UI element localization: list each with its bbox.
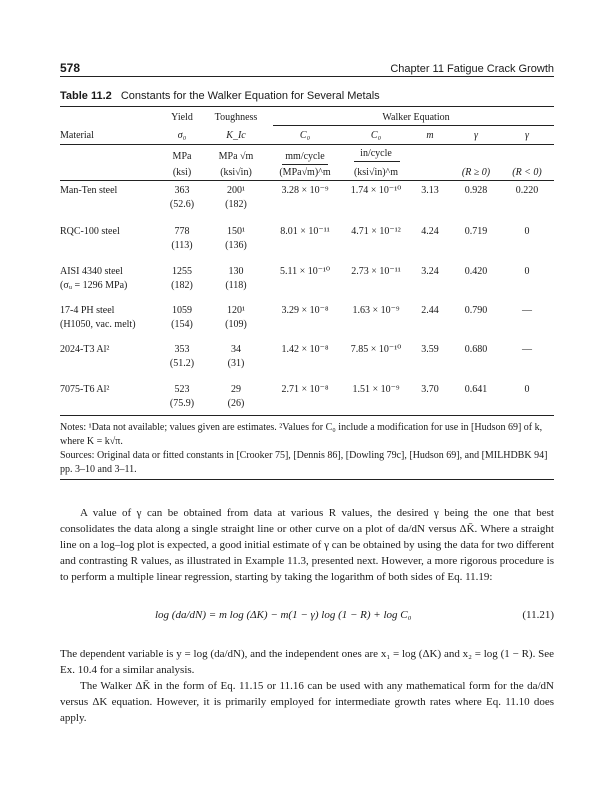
unit-mpa: MPa <box>172 151 192 162</box>
row-yield-ksi: (113) <box>171 240 193 251</box>
row-gamma-neg: 0 <box>524 266 530 277</box>
row-c0-us: 1.74 × 10⁻¹⁰ <box>350 185 402 196</box>
sources-text: Sources: Original data or fitted constants in [Crooker 75], [Dennis 86], [Dowling 79c], [Hudson 69], and [MILHDBK 94] pp. 3–10 and 3–11. <box>60 450 548 475</box>
table-bottom-rule <box>60 415 554 416</box>
header-bottom-rule <box>60 180 554 181</box>
table-top-rule <box>60 106 554 107</box>
row-yield-ksi: (52.6) <box>169 199 195 210</box>
row-kic: 130 <box>228 266 244 277</box>
unit-ksi-sqrt-in-pow: (ksi√in)^m <box>353 167 399 178</box>
row-c0-us: 1.51 × 10⁻⁹ <box>352 384 400 395</box>
row-yield: 778 <box>174 226 190 237</box>
row-material-note: (H1050, vac. melt) <box>60 319 136 330</box>
running-head <box>60 61 554 75</box>
row-kic-ksi: (118) <box>225 280 247 291</box>
row-material: 17-4 PH steel <box>60 305 115 316</box>
row-c0-us: 4.71 × 10⁻¹² <box>351 226 401 237</box>
header-material: Material <box>60 130 94 141</box>
table-number: Table 11.2 <box>60 90 112 102</box>
table-caption <box>60 90 380 102</box>
header-c0-us: C₀ <box>370 130 382 141</box>
unit-mm-cycle: mm/cycle <box>285 151 325 162</box>
fraction-bar-si <box>282 164 328 165</box>
table-title: Constants for the Walker Equation for Several Metals <box>120 90 380 102</box>
equation-number: (11.21) <box>522 609 554 621</box>
paragraph-1 <box>60 505 554 585</box>
table-notes <box>60 421 554 477</box>
row-gamma-neg: 0 <box>524 226 530 237</box>
row-c0-si: 3.29 × 10⁻⁸ <box>281 305 329 316</box>
row-material-note: (σᵤ = 1296 MPa) <box>60 280 128 291</box>
row-kic: 150¹ <box>227 226 245 237</box>
row-material: AISI 4340 steel <box>60 266 123 277</box>
row-kic: 200¹ <box>227 185 245 196</box>
unit-mpa-sqrt-m-pow: (MPa√m)^m <box>279 167 331 178</box>
row-yield-ksi: (182) <box>171 280 193 291</box>
row-yield-ksi: (75.9) <box>169 398 195 409</box>
page-number: 578 <box>60 61 81 75</box>
paragraph-2 <box>60 646 554 726</box>
header-rule <box>60 76 554 77</box>
row-c0-si: 3.28 × 10⁻⁹ <box>281 185 329 196</box>
notes-bottom-rule <box>60 479 554 480</box>
row-material: RQC-100 steel <box>60 226 120 237</box>
row-gamma-neg: — <box>522 305 532 316</box>
chapter-title: Chapter 11 Fatigue Crack Growth <box>390 63 554 75</box>
paragraph-3-text: The Walker ΔK̄ in the form of Eq. 11.15 or 11.16 can be used with any mathematical form for the da/dN versus ΔK equation. However, it is primarily employed for intermediate growth rates where Eq. 11.10 does apply. <box>60 680 554 724</box>
row-kic-ksi: (182) <box>225 199 247 210</box>
row-m: 4.24 <box>421 226 439 237</box>
row-gamma-neg: 0.220 <box>515 185 539 196</box>
row-yield: 363 <box>174 185 190 196</box>
row-yield: 1059 <box>172 305 192 316</box>
row-gamma-pos: 0.790 <box>464 305 488 316</box>
row-c0-si: 2.71 × 10⁻⁸ <box>281 384 329 395</box>
unit-mpa-sqrt-m: MPa √m <box>218 151 254 162</box>
row-c0-us: 2.73 × 10⁻¹¹ <box>351 266 401 277</box>
row-kic: 120¹ <box>227 305 245 316</box>
header-gamma-pos: γ <box>474 130 478 141</box>
row-c0-si: 5.11 × 10⁻¹⁰ <box>279 266 331 277</box>
row-kic-ksi: (26) <box>227 398 245 409</box>
row-c0-us: 1.63 × 10⁻⁹ <box>352 305 400 316</box>
unit-r-neg: (R < 0) <box>512 167 542 178</box>
header-mid-rule <box>60 144 554 145</box>
row-c0-si: 8.01 × 10⁻¹¹ <box>280 226 330 237</box>
row-material: 2024-T3 Al² <box>60 344 110 355</box>
unit-ksi: (ksi) <box>172 167 192 178</box>
row-yield: 353 <box>174 344 190 355</box>
row-gamma-neg: — <box>522 344 532 355</box>
walker-group-rule <box>273 125 554 126</box>
row-m: 3.70 <box>421 384 439 395</box>
row-kic-ksi: (109) <box>225 319 247 330</box>
row-gamma-pos: 0.641 <box>464 384 488 395</box>
header-kic: K_Ic <box>226 130 246 141</box>
row-c0-si: 1.42 × 10⁻⁸ <box>281 344 329 355</box>
row-kic: 29 <box>231 384 241 395</box>
row-gamma-pos: 0.928 <box>464 185 488 196</box>
equation-body: log (da/dN) = m log (ΔK) − m(1 − γ) log (1 − R) + log C₀ <box>155 609 412 621</box>
header-sigma0: σ₀ <box>177 130 187 141</box>
fraction-bar-us <box>354 161 400 162</box>
header-gamma-neg: γ <box>525 130 529 141</box>
unit-ksi-sqrt-in: (ksi√in) <box>220 167 252 178</box>
row-yield-ksi: (51.2) <box>169 358 195 369</box>
row-yield-ksi: (154) <box>171 319 193 330</box>
unit-r-pos: (R ≥ 0) <box>461 167 491 178</box>
row-gamma-pos: 0.719 <box>464 226 488 237</box>
row-kic-ksi: (31) <box>227 358 245 369</box>
notes-text: Notes: ¹Data not available; values given are estimates. ²Values for C₀ include a modification for use in [Hudson 69] of k, where K = k√π. <box>60 422 543 447</box>
row-c0-us: 7.85 × 10⁻¹⁰ <box>350 344 402 355</box>
row-gamma-neg: 0 <box>524 384 530 395</box>
paragraph-2-text: The dependent variable is y = log (da/dN), and the independent ones are x₁ = log (ΔK) and x₂ = log (1 − R). See Ex. 10.4 for a similar analysis. <box>60 648 554 676</box>
row-yield: 523 <box>174 384 190 395</box>
row-gamma-pos: 0.680 <box>464 344 488 355</box>
row-yield: 1255 <box>172 266 192 277</box>
header-walker-equation: Walker Equation <box>382 112 450 123</box>
row-m: 3.13 <box>421 185 439 196</box>
row-kic: 34 <box>231 344 241 355</box>
row-gamma-pos: 0.420 <box>464 266 488 277</box>
row-material: 7075-T6 Al² <box>60 384 110 395</box>
header-c0-si: C₀ <box>299 130 311 141</box>
row-kic-ksi: (136) <box>225 240 247 251</box>
header-yield: Yield <box>171 112 193 123</box>
header-m: m <box>426 130 434 141</box>
row-m: 3.59 <box>421 344 439 355</box>
row-m: 3.24 <box>421 266 439 277</box>
row-material: Man-Ten steel <box>60 185 118 196</box>
header-toughness: Toughness <box>214 112 258 123</box>
paragraph-1-text: A value of γ can be obtained from data at various R values, the desired γ being the one that best consolidates the data along a single straight line or other curve on a plot of da/dN versus ΔK̄. Where a straight line on a log–log plot is expected, a good initial estimate of γ can be obtained by using the data for two different and contrasting R values, as illustrated in Example 11.3, presented next. However, a more rigorous procedure is to perform a multiple linear regression, starting by taking the logarithm of both sides of Eq. 11.19: <box>60 507 554 583</box>
unit-in-cycle: in/cycle <box>360 148 392 159</box>
row-m: 2.44 <box>421 305 439 316</box>
